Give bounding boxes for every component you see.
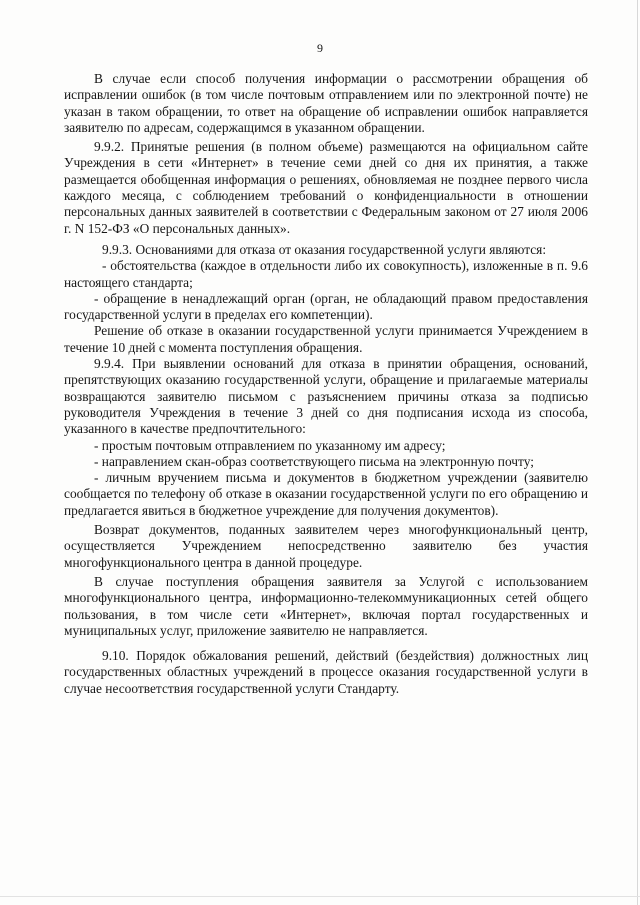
paragraph-9-9-4: 9.9.4. При выявлении оснований для отказа в принятии обращения, оснований, препятствующих оказанию государственной услуги, обращение и прилагаемые материалы возвращаются заявителю письмом с разъяснением причины отказа за подписью руководителя Учреждения в течение 3 дней со дня подписания исхода из способа, указанного в качестве предпочтительного: — [64, 356, 588, 437]
paragraph-9-10: 9.10. Порядок обжалования решений, действий (бездействия) должностных лиц государственных областных учреждений в процессе оказания государственной услуги в случае несоответствия государственной услуги Стандарту. — [64, 648, 588, 696]
page-edge-bottom — [0, 896, 640, 897]
paragraph-9-9-3: 9.9.3. Основаниями для отказа от оказания государственной услуги являются: — [102, 241, 547, 257]
list-item-postal: - простым почтовым отправлением по указанному им адресу; — [94, 437, 446, 453]
paragraph-mfc-application: В случае поступления обращения заявителя за Услугой с использованием многофункционального центра, информационно-телекоммуникационных сетей общего пользования, в том числе сети «Интернет», включая портал государственных и муниципальных услуг, приложение заявителю не направляется. — [64, 573, 588, 638]
list-item-email: - направлением скан-образ соответствующего письма на электронную почту; — [94, 453, 534, 469]
list-item-wrong-authority: - обращение в ненадлежащий орган (орган, не обладающий правом предоставления государственной услуги в пределах его компетенции). — [64, 290, 588, 323]
paragraph-9-9-2: 9.9.2. Принятые решения (в полном объеме) размещаются на официальном сайте Учреждения в сети «Интернет» в течение семи дней со дня их принятия, а также размещается обобщенная информация о решениях, обновляемая не позднее первого числа каждого месяца, с соблюдением требований о конфиденциальности в отношении персональных данных заявителей в соответствии с Федеральным законом от 27 июля 2006 г. N 152-ФЗ «О персональных данных». — [64, 139, 588, 236]
list-item-personal-delivery: - личным вручением письма и документов в бюджетном учреждении (заявителю сообщается по телефону об отказе в оказании государственной услуги по его обращению и предлагается явиться в бюджетное учреждение для получения документов). — [64, 470, 588, 518]
list-item-circumstances: - обстоятельства (каждое в отдельности либо их совокупность), изложенные в п. 9.6 настоящего стандарта; — [64, 258, 588, 290]
paragraph-correction-response: В случае если способ получения информации о рассмотрении обращения об исправлении ошибок (в том числе почтовым отправлением или по электронной почте) не указан в таком обращении, то ответ на обращение об исправлении ошибок направляется заявителю по адресам, содержащимся в указанном обращении. — [64, 71, 588, 135]
paragraph-document-return: Возврат документов, поданных заявителем через многофункциональный центр, осуществляется Учреждением непосредственно заявителю без участия многофункционального центра в данной процедуре. — [64, 522, 588, 570]
document-body — [64, 71, 588, 697]
page-number: 9 — [317, 41, 323, 55]
page-edge-right — [637, 0, 638, 905]
paragraph-refusal-decision: Решение об отказе в оказании государственной услуги принимается Учреждением в течение 10 дней с момента поступления обращения. — [64, 323, 588, 355]
